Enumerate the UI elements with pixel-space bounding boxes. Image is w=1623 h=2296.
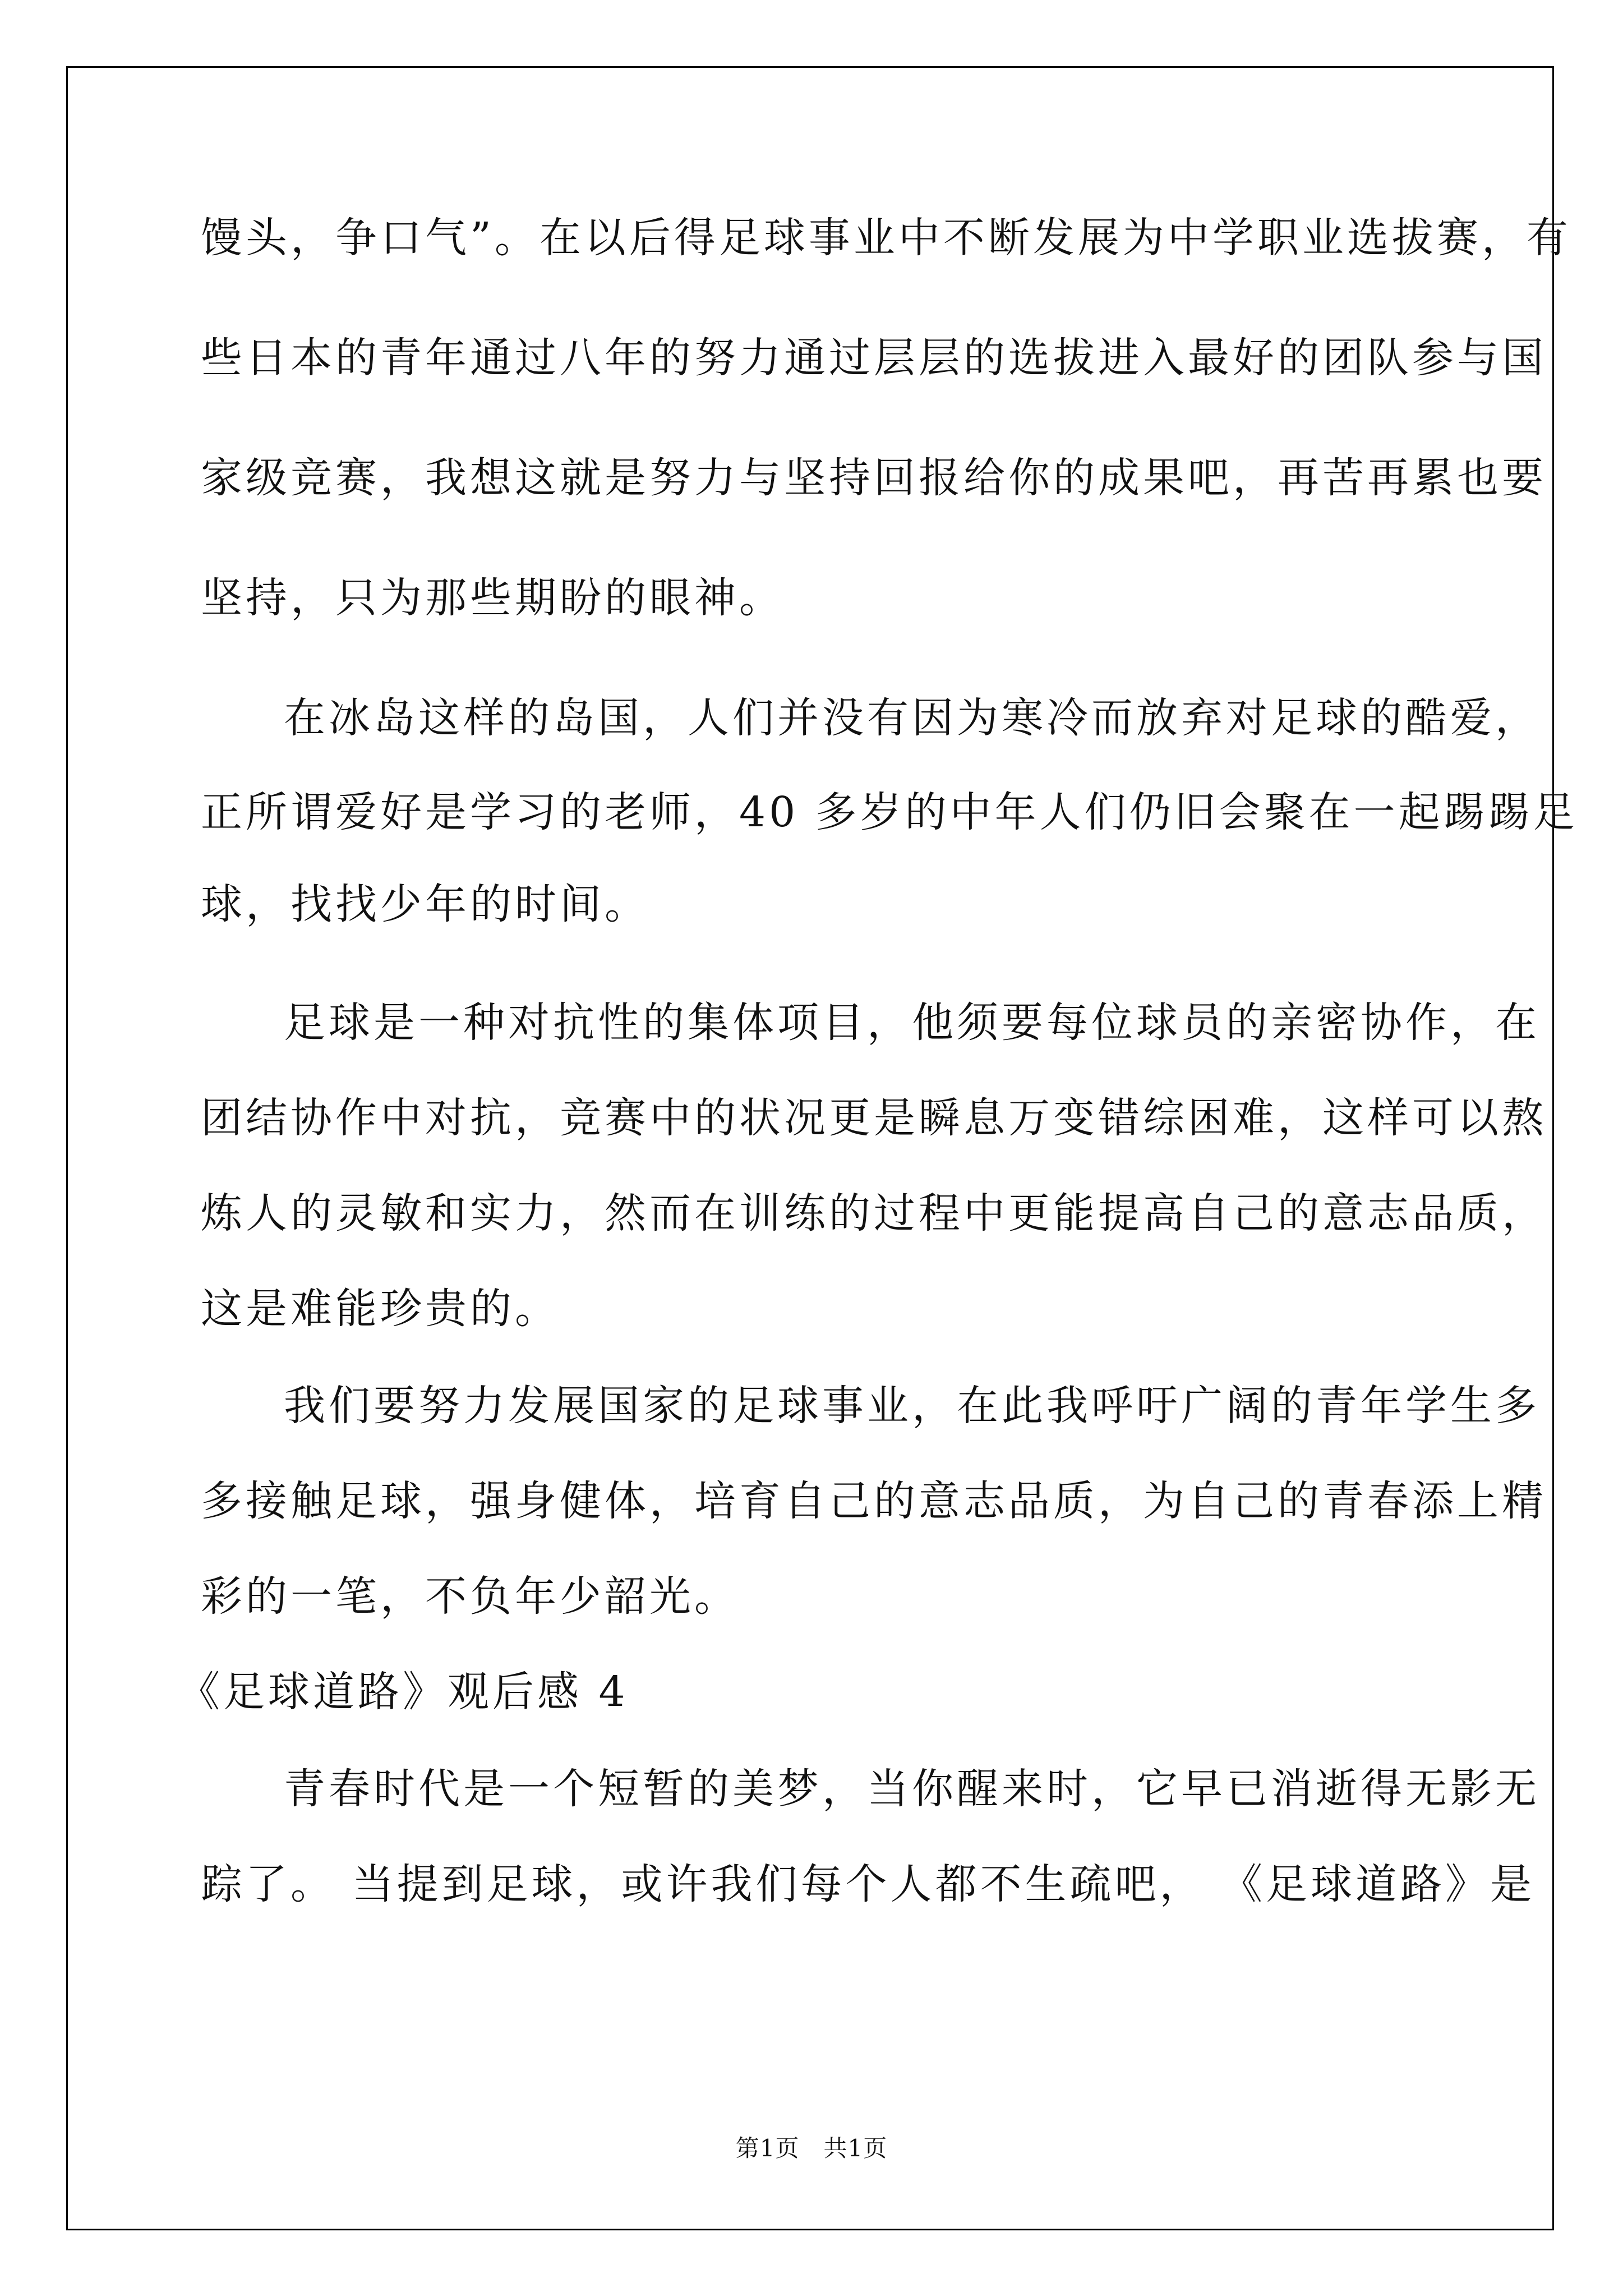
text-line: 彩的一笔，不负年少韶光。 [201, 1572, 739, 1621]
text-line: 炼人的灵敏和实力，然而在训练的过程中更能提高自己的意志品质， [201, 1189, 1547, 1237]
text-line: 馒头，争口气”。在以后得足球事业中不断发展为中学职业选拔赛，有 [201, 214, 1571, 262]
text-line: 家级竞赛，我想这就是努力与坚持回报给你的成果吧，再苦再累也要 [201, 454, 1547, 502]
page-number-footer: 第1页 共1页 [735, 2134, 888, 2162]
text-line: 多接触足球，强身健体，培育自己的意志品质，为自己的青春添上精 [201, 1477, 1547, 1525]
paragraph-first-line: 足球是一种对抗性的集体项目，他须要每位球员的亲密协作，在 [284, 999, 1540, 1047]
paragraph-first-line: 我们要努力发展国家的足球事业，在此我呼吁广阔的青年学生多 [284, 1382, 1540, 1430]
section-heading: 《足球道路》观后感 4 [178, 1668, 629, 1716]
paragraph-first-line: 青春时代是一个短暂的美梦，当你醒来时，它早已消逝得无影无 [284, 1765, 1540, 1813]
paragraph-first-line: 在冰岛这样的岛国，人们并没有因为寒冷而放弃对足球的酷爱， [284, 694, 1540, 742]
text-line: 些日本的青年通过八年的努力通过层层的选拔进入最好的团队参与国 [201, 334, 1547, 382]
text-line: 球，找找少年的时间。 [201, 880, 649, 928]
text-line: 坚持，只为那些期盼的眼神。 [201, 574, 784, 622]
text-line: 正所谓爱好是学习的老师，40 多岁的中年人们仍旧会聚在一起踢踢足 [201, 788, 1578, 836]
text-line: 这是难能珍贵的。 [201, 1285, 560, 1333]
text-line: 团结协作中对抗，竞赛中的状况更是瞬息万变错综困难，这样可以熬 [201, 1094, 1547, 1142]
text-line: 踪了。 当提到足球，或许我们每个人都不生疏吧， 《足球道路》是 [201, 1860, 1536, 1908]
